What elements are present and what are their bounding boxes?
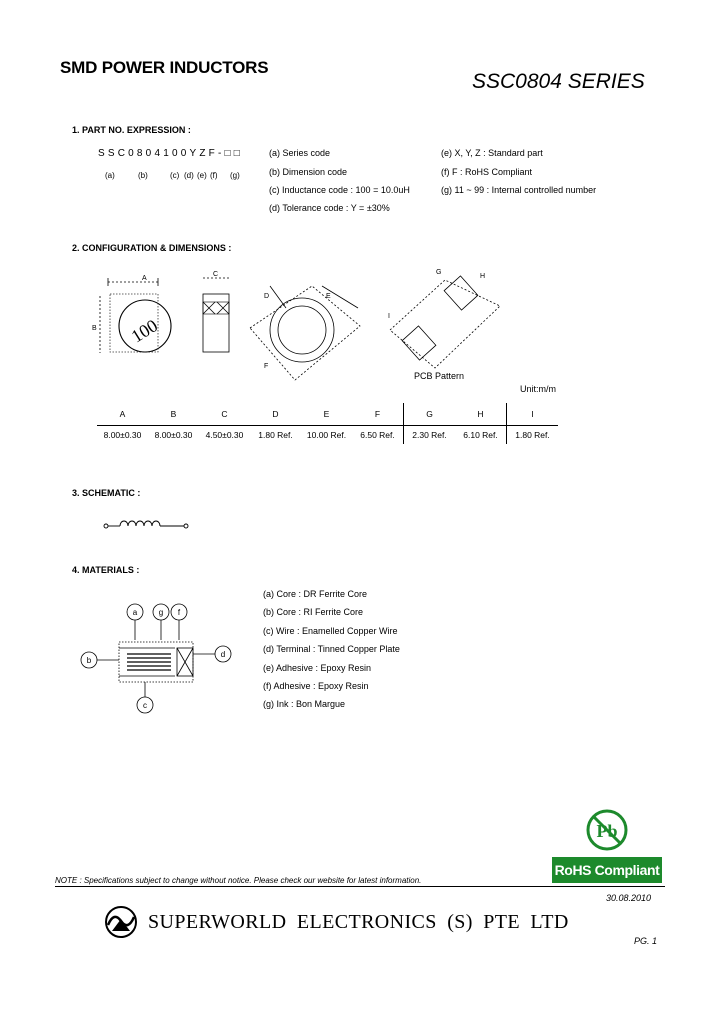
material-item: (b) Core : RI Ferrite Core: [263, 607, 364, 617]
footer-note: NOTE : Specifications subject to change without notice. Please check our website for latest information.: [55, 876, 422, 885]
callout-g: g: [158, 608, 164, 617]
code-label-e: (e): [197, 171, 207, 180]
pcb-pattern-label: PCB Pattern: [414, 371, 465, 381]
note-d: (d) Tolerance code : Y = ±30%: [269, 203, 390, 213]
materials-cross-section: [75, 600, 245, 715]
code-label-a: (a): [105, 171, 115, 180]
dim-letter-f: F: [264, 363, 269, 370]
pb-label: Pb: [596, 821, 618, 841]
dim-letter-g: G: [436, 269, 442, 276]
code-label-d: (d): [184, 171, 194, 180]
company-logo: [104, 905, 138, 939]
company-name: SUPERWORLD ELECTRONICS (S) PTE LTD: [148, 911, 569, 933]
materials-heading: 4. MATERIALS :: [72, 565, 140, 575]
table-cell: 4.50±0.30: [205, 430, 244, 440]
series-name: SSC0804 SERIES: [472, 70, 645, 93]
configuration-heading: 2. CONFIGURATION & DIMENSIONS :: [72, 243, 232, 253]
table-cell: 8.00±0.30: [154, 430, 193, 440]
note-g: (g) 11 ~ 99 : Internal controlled number: [441, 185, 597, 195]
dim-letter-d: D: [264, 293, 270, 300]
inductor-marking: 100: [127, 315, 162, 347]
table-cell: 1.80 Ref.: [258, 430, 293, 440]
table-header-cell: I: [507, 403, 559, 426]
document-title: SMD POWER INDUCTORS: [60, 58, 269, 77]
table-header-cell: E: [323, 409, 330, 419]
table-cell: 8.00±0.30: [103, 430, 142, 440]
dim-letter-a: A: [142, 275, 147, 282]
material-item: (f) Adhesive : Epoxy Resin: [263, 681, 369, 691]
table-cell: 1.80 Ref.: [507, 426, 559, 445]
document-date: 30.08.2010: [606, 893, 652, 903]
page-number: PG. 1: [634, 936, 658, 946]
schematic-symbol: [100, 515, 200, 537]
note-e: (e) X, Y, Z : Standard part: [441, 148, 543, 158]
schematic-heading: 3. SCHEMATIC :: [72, 488, 141, 498]
callout-a: a: [132, 608, 138, 617]
table-header-cell: D: [272, 409, 279, 419]
table-header-row: [97, 403, 558, 426]
dim-letter-i: I: [388, 313, 390, 320]
rohs-compliant-badge: RoHS Compliant: [552, 857, 662, 883]
dimensions-table: [97, 403, 558, 444]
part-no-heading: 1. PART NO. EXPRESSION :: [72, 125, 191, 135]
dim-letter-b: B: [92, 325, 97, 332]
pb-free-icon: [585, 808, 629, 852]
table-header-cell: B: [170, 409, 177, 419]
part-number-code: SSC0804100YZF-□□: [98, 148, 243, 159]
code-label-f: (f): [210, 171, 218, 180]
table-header-cell: A: [119, 409, 126, 419]
table-cell: 6.10 Ref.: [463, 430, 498, 440]
footer-divider: [55, 886, 665, 887]
callout-f: f: [177, 608, 181, 617]
note-a: (a) Series code: [269, 148, 331, 158]
code-label-c: (c): [170, 171, 180, 180]
note-c: (c) Inductance code : 100 = 10.0uH: [269, 185, 410, 195]
table-cell: 6.50 Ref.: [360, 430, 395, 440]
callout-b: b: [86, 656, 92, 665]
callout-d: d: [220, 650, 226, 659]
callout-c: c: [143, 701, 147, 710]
material-item: (d) Terminal : Tinned Copper Plate: [263, 644, 400, 654]
code-label-g: (g): [230, 171, 240, 180]
table-header-cell: C: [221, 409, 228, 419]
table-header-cell: F: [374, 409, 381, 419]
material-item: (g) Ink : Bon Margue: [263, 699, 346, 709]
dim-letter-c: C: [213, 271, 219, 278]
material-item: (c) Wire : Enamelled Copper Wire: [263, 626, 398, 636]
table-cell: 10.00 Ref.: [306, 430, 347, 440]
unit-label: Unit:m/m: [520, 384, 556, 394]
note-b: (b) Dimension code: [269, 167, 348, 177]
code-label-b: (b): [138, 171, 148, 180]
dimension-drawings: [90, 268, 510, 388]
dim-letter-h: H: [480, 273, 486, 280]
table-header-cell: H: [477, 409, 484, 419]
table-cell: 2.30 Ref.: [404, 426, 456, 445]
material-item: (a) Core : DR Ferrite Core: [263, 589, 368, 599]
table-row: [97, 426, 558, 445]
dim-letter-e: E: [326, 293, 331, 300]
part-code-labels: [0, 171, 720, 183]
material-item: (e) Adhesive : Epoxy Resin: [263, 663, 372, 673]
table-header-cell: G: [404, 403, 456, 426]
note-f: (f) F : RoHS Compliant: [441, 167, 533, 177]
